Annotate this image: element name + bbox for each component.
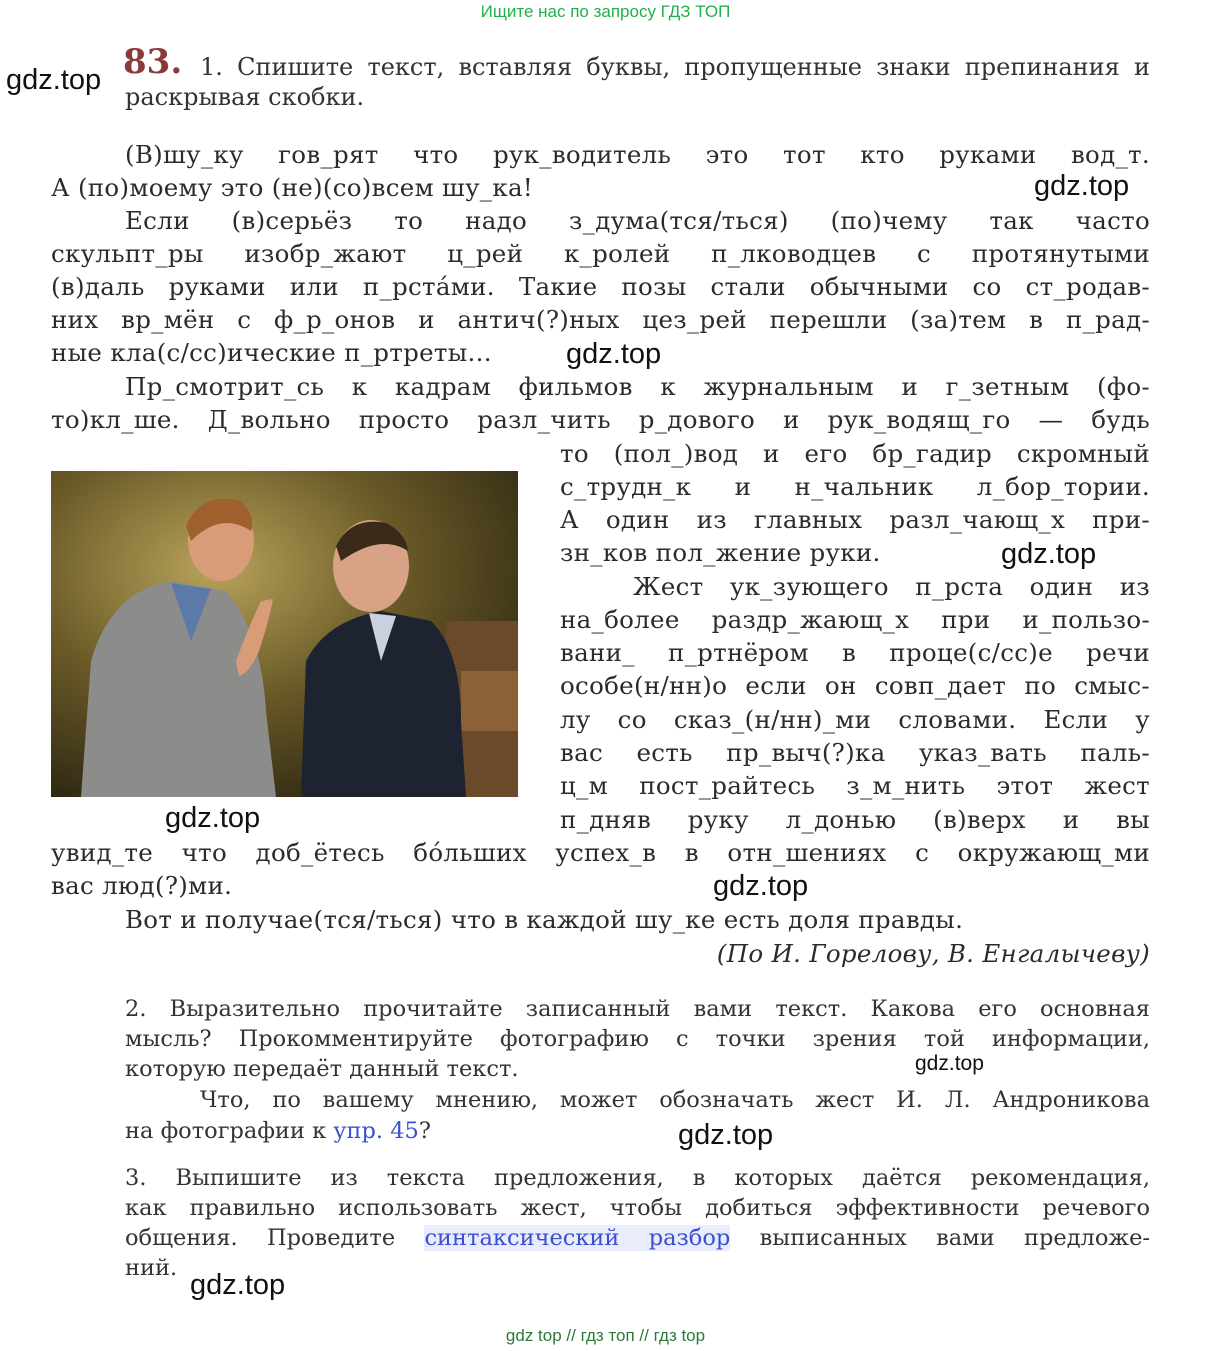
text-line: А (по)моему это (не)(со)всем шу_ка!	[51, 173, 534, 202]
photo-two-men-icon	[51, 471, 518, 797]
task3-line3	[125, 1223, 1150, 1253]
footer-links[interactable]: gdz top // гдз топ // гдз top	[505, 1326, 706, 1345]
task2b-text: ?	[418, 1118, 431, 1144]
task3-line: ний.	[125, 1255, 178, 1281]
task1-line1: 1. Спишите текст, вставляя буквы, пропущенные знаки препинания и	[200, 53, 1150, 81]
text-line: вас люд(?)ми.	[51, 871, 233, 900]
task3-text: выписанных вами предложе-	[730, 1225, 1151, 1251]
task2b-line2	[125, 1116, 431, 1146]
text-line: скульпт_ры изобр_жают ц_рей к_ролей п_лководцев с протянутыми	[51, 239, 1150, 268]
illustration-photo	[51, 471, 518, 797]
watermark: gdz.top	[190, 1269, 286, 1301]
watermark: gdz.top	[566, 338, 662, 370]
text-line: Вот и получае(тся/ться) что в каждой шу_ке есть доля правды.	[125, 905, 964, 934]
task2-line: мысль? Прокомментируйте фотографию с точки зрения той информации,	[125, 1026, 1150, 1052]
text-line: (в)даль руками или п_рстáми. Такие позы стали обычными со ст_родав-	[51, 272, 1150, 301]
text-line: ц_м пост_райтесь з_м_нить этот жест	[560, 771, 1150, 800]
watermark: gdz.top	[165, 802, 261, 834]
text-line: ные кла(с/сс)ические п_ртреты...	[51, 338, 492, 367]
text-line: особе(н/нн)о если он совп_дает по смыс-	[560, 671, 1150, 700]
watermark: gdz.top	[678, 1119, 774, 1151]
text-line: увид_те что доб_ётесь бóльших успех_в в отн_шениях с окружающ_ми	[51, 838, 1150, 867]
exercise-number: 83.	[123, 42, 183, 82]
watermark: gdz.top	[713, 870, 809, 902]
task3-text: общения. Проведите	[125, 1225, 425, 1251]
task2b-line: Что, по вашему мнению, может обозначать жест И. Л. Андроникова	[200, 1087, 1150, 1113]
task1-line2: раскрывая скобки.	[125, 83, 365, 111]
text-line: то)кл_ше. Д_вольно просто разл_чить р_дового и рук_водящ_го — будь	[51, 405, 1150, 434]
text-line: них вр_мён с ф_р_онов и антич(?)ных цез_рей перешли (за)тем в п_рад-	[51, 305, 1150, 334]
task2b-text: на фотографии к	[125, 1118, 334, 1144]
watermark: gdz.top	[6, 64, 102, 96]
text-line: с_трудн_к и н_чальник л_бор_тории.	[560, 472, 1150, 501]
text-source: (По И. Горелову, В. Енгалычеву)	[716, 939, 1150, 968]
watermark: gdz.top	[1034, 170, 1130, 202]
task3-line: как правильно использовать жест, чтобы добиться эффективности речевого	[125, 1195, 1150, 1221]
search-hint-banner: Ищите нас по запросу ГДЗ ТОП	[480, 2, 731, 21]
text-line: Если (в)серьёз то надо з_дума(тся/ться) (по)чему так часто	[125, 206, 1150, 235]
task3-line: 3. Выпишите из текста предложения, в которых даётся рекомендация,	[125, 1165, 1150, 1191]
text-line: лу со сказ_(н/нн)_ми словами. Если у	[560, 705, 1150, 734]
text-line: вас есть пр_выч(?)ка указ_вать паль-	[560, 738, 1150, 767]
syntax-analysis-link[interactable]: синтаксический разбор	[424, 1225, 731, 1251]
text-line: то (пол_)вод и его бр_гадир скромный	[560, 439, 1150, 468]
text-line: Жест ук_зующего п_рста один из	[633, 572, 1150, 601]
watermark: gdz.top	[1001, 538, 1097, 570]
text-line: зн_ков пол_жение руки.	[560, 538, 881, 567]
text-line: Пр_смотрит_сь к кадрам фильмов к журнальным и г_зетным (фо-	[125, 372, 1150, 401]
text-line: (В)шу_ку гов_рят что рук_водитель это тот кто руками вод_т.	[125, 140, 1150, 169]
task2-line: которую передаёт данный текст.	[125, 1056, 519, 1082]
task2-line: 2. Выразительно прочитайте записанный вами текст. Какова его основная	[125, 996, 1150, 1022]
text-line: на_более раздр_жающ_х при и_пользо-	[560, 605, 1150, 634]
watermark: gdz.top	[915, 1052, 984, 1075]
text-line: вани_ п_ртнёром в проце(с/сс)е речи	[560, 638, 1150, 667]
exercise-45-link[interactable]: упр. 45	[333, 1118, 419, 1144]
text-line: п_дняв руку л_донью (в)верх и вы	[560, 805, 1150, 834]
text-line: А один из главных разл_чающ_х при-	[560, 505, 1150, 534]
